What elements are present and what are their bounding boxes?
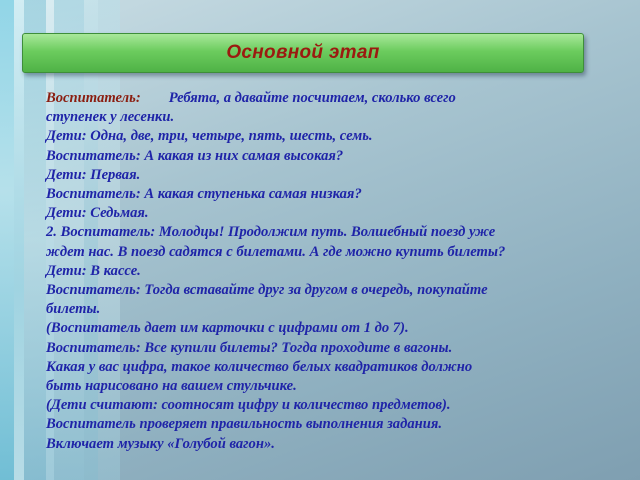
text-line: 2. Воспитатель: Молодцы! Продолжим путь. Волшебный поезд уже — [46, 224, 496, 241]
text-line: билеты. — [46, 301, 101, 318]
stripe — [0, 0, 14, 480]
text-line: (Воспитатель дает им карточки с цифрами от 1 до 7). — [46, 320, 409, 337]
slide-title: Основной этап — [226, 42, 380, 63]
text-line: Включает музыку «Голубой вагон». — [46, 435, 275, 452]
title-banner — [22, 33, 584, 73]
text-line: (Дети считают: соотносят цифру и количество предметов). — [46, 397, 451, 414]
text-line: Воспитатель проверяет правильность выполнения задания. — [46, 416, 443, 433]
text-line: Дети: Первая. — [46, 166, 141, 183]
text-line: Воспитатель: А какая ступенька самая низкая? — [46, 186, 362, 203]
text-line: Воспитатель: Тогда вставайте друг за другом в очередь, покупайте — [46, 282, 488, 299]
text-line: ждет нас. В поезд садятся с билетами. А где можно купить билеты? — [46, 243, 506, 260]
text-line: Дети: В кассе. — [46, 262, 141, 279]
text-line — [46, 89, 606, 108]
text-line: Какая у вас цифра, такое количество белых квадратиков должно — [46, 358, 473, 375]
speaker-label: Воспитатель: — [46, 90, 141, 106]
slide-body — [46, 89, 606, 454]
text-line: Воспитатель: А какая из них самая высокая? — [46, 147, 344, 164]
text-line: Воспитатель: Все купили билеты? Тогда проходите в вагоны. — [46, 339, 453, 356]
text-line: Дети: Седьмая. — [46, 205, 149, 222]
text-line: ступенек у лесенки. — [46, 109, 175, 126]
text-line: Дети: Одна, две, три, четыре, пять, шесть, семь. — [46, 128, 373, 145]
text-line: быть нарисовано на вашем стульчике. — [46, 378, 297, 395]
line-text: Ребята, а давайте посчитаем, сколько всего — [168, 90, 456, 106]
